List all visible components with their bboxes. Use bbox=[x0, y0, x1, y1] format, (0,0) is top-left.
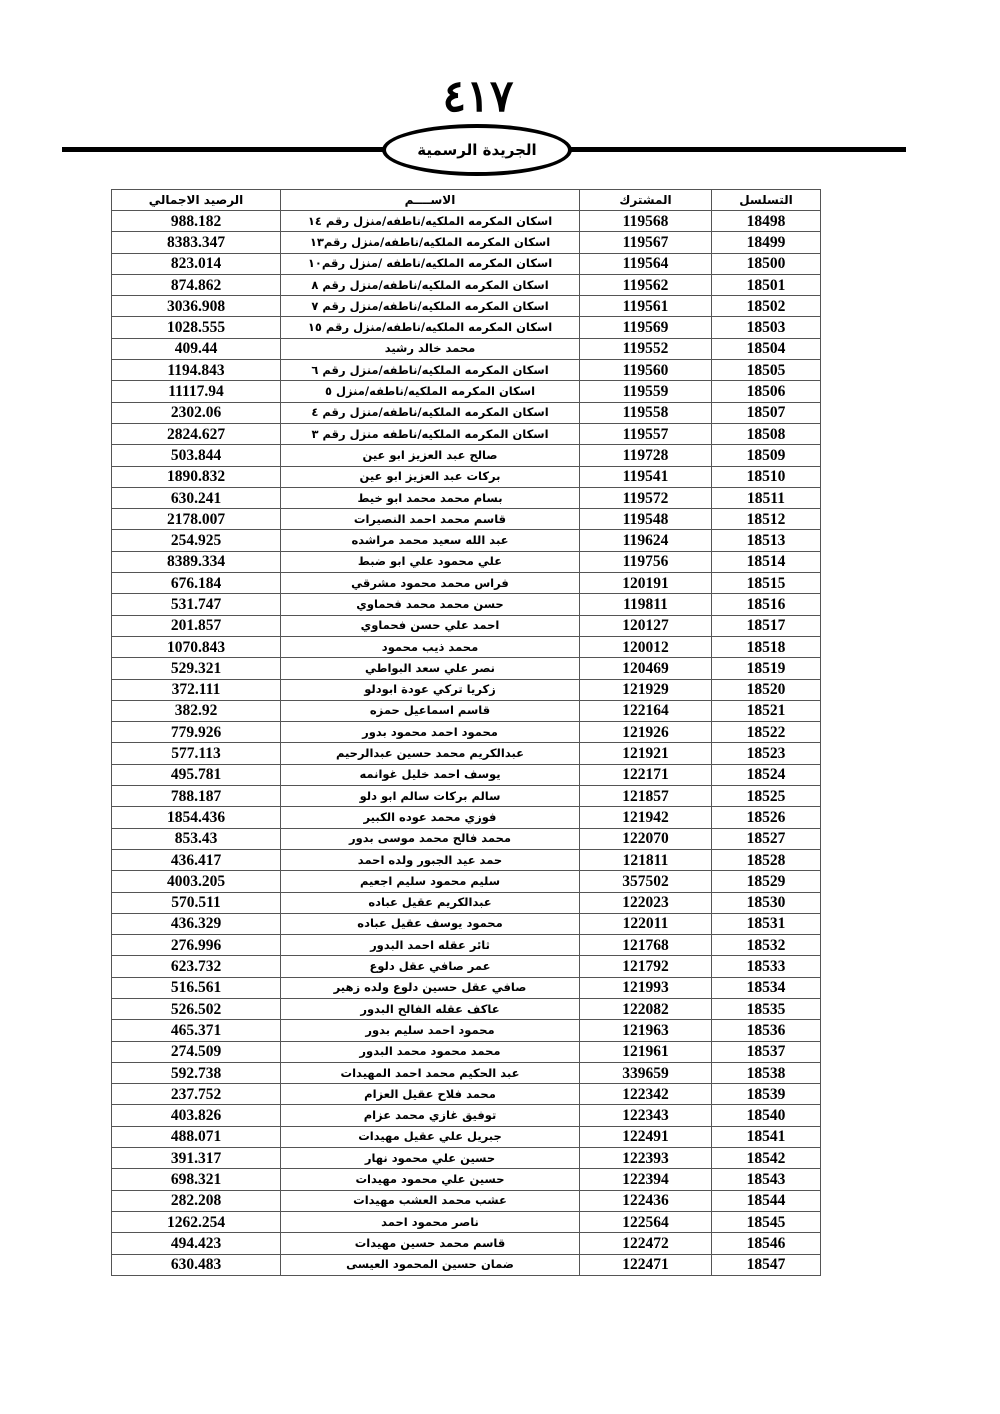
cell-serial: 18532 bbox=[712, 935, 821, 956]
cell-subscriber: 119567 bbox=[580, 232, 712, 253]
cell-balance: 570.511 bbox=[112, 892, 281, 913]
cell-balance: 254.925 bbox=[112, 530, 281, 551]
cell-subscriber: 122070 bbox=[580, 828, 712, 849]
cell-subscriber: 119564 bbox=[580, 253, 712, 274]
cell-balance: 526.502 bbox=[112, 998, 281, 1019]
cell-name: محمد فلاح عقيل العزام bbox=[281, 1084, 580, 1105]
cell-serial: 18503 bbox=[712, 317, 821, 338]
cell-subscriber: 121961 bbox=[580, 1041, 712, 1062]
table-row bbox=[112, 1126, 821, 1147]
cell-balance: 495.781 bbox=[112, 764, 281, 785]
table-row bbox=[112, 232, 821, 253]
cell-serial: 18521 bbox=[712, 700, 821, 721]
cell-serial: 18534 bbox=[712, 977, 821, 998]
cell-subscriber: 119572 bbox=[580, 487, 712, 508]
cell-balance: 11117.94 bbox=[112, 381, 281, 402]
table-row bbox=[112, 871, 821, 892]
cell-name: جبريل علي عقيل مهيدات bbox=[281, 1126, 580, 1147]
cell-balance: 1070.843 bbox=[112, 636, 281, 657]
cell-subscriber: 122023 bbox=[580, 892, 712, 913]
cell-serial: 18520 bbox=[712, 679, 821, 700]
cell-subscriber: 119559 bbox=[580, 381, 712, 402]
cell-name: احمد علي حسن فحماوي bbox=[281, 615, 580, 636]
page-number: ٤١٧ bbox=[442, 71, 514, 122]
table-row bbox=[112, 402, 821, 423]
cell-name: علي محمود علي ابو ضبط bbox=[281, 551, 580, 572]
cell-name: بسام محمد محمد ابو خيط bbox=[281, 487, 580, 508]
cell-serial: 18502 bbox=[712, 296, 821, 317]
cell-balance: 2824.627 bbox=[112, 423, 281, 444]
cell-subscriber: 122342 bbox=[580, 1084, 712, 1105]
table-row bbox=[112, 487, 821, 508]
cell-serial: 18547 bbox=[712, 1254, 821, 1275]
cell-subscriber: 122471 bbox=[580, 1254, 712, 1275]
cell-serial: 18509 bbox=[712, 445, 821, 466]
cell-name: سالم بركات سالم ابو دلو bbox=[281, 786, 580, 807]
table-row bbox=[112, 381, 821, 402]
table-row bbox=[112, 743, 821, 764]
cell-balance: 577.113 bbox=[112, 743, 281, 764]
cell-subscriber: 119557 bbox=[580, 423, 712, 444]
cell-subscriber: 119562 bbox=[580, 274, 712, 295]
cell-subscriber: 122082 bbox=[580, 998, 712, 1019]
cell-balance: 874.862 bbox=[112, 274, 281, 295]
column-header-subscriber: المشترك bbox=[580, 190, 712, 211]
cell-subscriber: 120191 bbox=[580, 573, 712, 594]
cell-subscriber: 121929 bbox=[580, 679, 712, 700]
cell-balance: 436.329 bbox=[112, 913, 281, 934]
table-row bbox=[112, 1169, 821, 1190]
cell-name: ضمان حسين المحمود العيسى bbox=[281, 1254, 580, 1275]
cell-serial: 18545 bbox=[712, 1211, 821, 1232]
cell-name: اسكان المكرمه الملكيه/ناطفه/منزل رقم ٦ bbox=[281, 360, 580, 381]
cell-name: محمد ذيب محمود bbox=[281, 636, 580, 657]
table-row bbox=[112, 423, 821, 444]
cell-subscriber: 119552 bbox=[580, 338, 712, 359]
table-row bbox=[112, 1041, 821, 1062]
cell-balance: 1890.832 bbox=[112, 466, 281, 487]
cell-balance: 516.561 bbox=[112, 977, 281, 998]
cell-name: بركات عبد العزيز ابو عين bbox=[281, 466, 580, 487]
cell-serial: 18528 bbox=[712, 849, 821, 870]
cell-serial: 18499 bbox=[712, 232, 821, 253]
table-row bbox=[112, 764, 821, 785]
cell-serial: 18544 bbox=[712, 1190, 821, 1211]
cell-serial: 18512 bbox=[712, 509, 821, 530]
table-row bbox=[112, 509, 821, 530]
table-row bbox=[112, 615, 821, 636]
cell-balance: 623.732 bbox=[112, 956, 281, 977]
column-header-name: الاســــم bbox=[281, 190, 580, 211]
cell-name: حسين علي محمود نهار bbox=[281, 1148, 580, 1169]
cell-name: سليم محمود سليم اجعيم bbox=[281, 871, 580, 892]
cell-balance: 274.509 bbox=[112, 1041, 281, 1062]
cell-subscriber: 121926 bbox=[580, 722, 712, 743]
table-row bbox=[112, 722, 821, 743]
cell-subscriber: 119756 bbox=[580, 551, 712, 572]
cell-name: محمد خالد رشيد bbox=[281, 338, 580, 359]
cell-name: حسن محمد محمد فحماوي bbox=[281, 594, 580, 615]
cell-name: عبد الحكيم محمد احمد المهيدات bbox=[281, 1062, 580, 1083]
cell-serial: 18538 bbox=[712, 1062, 821, 1083]
cell-subscriber: 122343 bbox=[580, 1105, 712, 1126]
cell-serial: 18518 bbox=[712, 636, 821, 657]
table-row bbox=[112, 530, 821, 551]
table-row bbox=[112, 1020, 821, 1041]
cell-name: محمود احمد سليم بدور bbox=[281, 1020, 580, 1041]
cell-subscriber: 119569 bbox=[580, 317, 712, 338]
cell-subscriber: 119811 bbox=[580, 594, 712, 615]
table-row bbox=[112, 892, 821, 913]
cell-subscriber: 119558 bbox=[580, 402, 712, 423]
cell-balance: 1194.843 bbox=[112, 360, 281, 381]
cell-serial: 18519 bbox=[712, 658, 821, 679]
table-row bbox=[112, 317, 821, 338]
table-row bbox=[112, 594, 821, 615]
cell-subscriber: 122011 bbox=[580, 913, 712, 934]
cell-name: فوزي محمد عوده الكبير bbox=[281, 807, 580, 828]
cell-serial: 18542 bbox=[712, 1148, 821, 1169]
cell-subscriber: 120469 bbox=[580, 658, 712, 679]
cell-name: محمد محمود محمد البدور bbox=[281, 1041, 580, 1062]
cell-name: محمود احمد محمود بدور bbox=[281, 722, 580, 743]
cell-serial: 18546 bbox=[712, 1233, 821, 1254]
cell-name: اسكان المكرمه الملكيه/ناطفه/منزل رقم١٣ bbox=[281, 232, 580, 253]
cell-balance: 1854.436 bbox=[112, 807, 281, 828]
table-row bbox=[112, 1190, 821, 1211]
cell-subscriber: 119548 bbox=[580, 509, 712, 530]
cell-subscriber: 120127 bbox=[580, 615, 712, 636]
cell-name: توفيق غازي محمد عزام bbox=[281, 1105, 580, 1126]
cell-balance: 3036.908 bbox=[112, 296, 281, 317]
cell-subscriber: 121921 bbox=[580, 743, 712, 764]
cell-serial: 18513 bbox=[712, 530, 821, 551]
cell-serial: 18531 bbox=[712, 913, 821, 934]
cell-name: قاسم اسماعيل حمزه bbox=[281, 700, 580, 721]
cell-serial: 18500 bbox=[712, 253, 821, 274]
cell-name: حسين علي محمود مهيدات bbox=[281, 1169, 580, 1190]
table-row bbox=[112, 913, 821, 934]
cell-subscriber: 121942 bbox=[580, 807, 712, 828]
cell-balance: 201.857 bbox=[112, 615, 281, 636]
cell-name: اسكان المكرمه الملكيه/ناطفه/منزل رقم ١٤ bbox=[281, 211, 580, 232]
cell-balance: 630.241 bbox=[112, 487, 281, 508]
table-row bbox=[112, 573, 821, 594]
cell-balance: 2302.06 bbox=[112, 402, 281, 423]
cell-serial: 18504 bbox=[712, 338, 821, 359]
table-row bbox=[112, 1062, 821, 1083]
cell-balance: 823.014 bbox=[112, 253, 281, 274]
cell-serial: 18515 bbox=[712, 573, 821, 594]
cell-serial: 18536 bbox=[712, 1020, 821, 1041]
column-header-balance: الرصيد الاجمالي bbox=[112, 190, 281, 211]
cell-name: عمر صافي عقل دلوع bbox=[281, 956, 580, 977]
cell-serial: 18516 bbox=[712, 594, 821, 615]
cell-name: قاسم محمد احمد النصيرات bbox=[281, 509, 580, 530]
cell-name: اسكان المكرمه الملكيه/ناطفه/منزل ٥ bbox=[281, 381, 580, 402]
cell-serial: 18508 bbox=[712, 423, 821, 444]
table-row bbox=[112, 1211, 821, 1232]
cell-serial: 18527 bbox=[712, 828, 821, 849]
cell-serial: 18530 bbox=[712, 892, 821, 913]
table-header-row bbox=[112, 190, 821, 211]
cell-subscriber: 121963 bbox=[580, 1020, 712, 1041]
cell-balance: 237.752 bbox=[112, 1084, 281, 1105]
cell-serial: 18505 bbox=[712, 360, 821, 381]
cell-subscriber: 122472 bbox=[580, 1233, 712, 1254]
table-row bbox=[112, 849, 821, 870]
cell-subscriber: 121792 bbox=[580, 956, 712, 977]
cell-name: اسكان المكرمه الملكيه/ناطفه/منزل رقم ٧ bbox=[281, 296, 580, 317]
column-header-serial: التسلسل bbox=[712, 190, 821, 211]
cell-name: محمد فالح محمد موسى بدور bbox=[281, 828, 580, 849]
cell-name: عاكف عقله الفالح البدور bbox=[281, 998, 580, 1019]
cell-serial: 18517 bbox=[712, 615, 821, 636]
cell-subscriber: 122164 bbox=[580, 700, 712, 721]
cell-serial: 18507 bbox=[712, 402, 821, 423]
table-row bbox=[112, 935, 821, 956]
table-row bbox=[112, 700, 821, 721]
table-row bbox=[112, 551, 821, 572]
cell-subscriber: 119560 bbox=[580, 360, 712, 381]
cell-balance: 1028.555 bbox=[112, 317, 281, 338]
cell-serial: 18511 bbox=[712, 487, 821, 508]
cell-subscriber: 122436 bbox=[580, 1190, 712, 1211]
table-row bbox=[112, 338, 821, 359]
cell-balance: 531.747 bbox=[112, 594, 281, 615]
cell-name: صافي عقل حسين دلوع ولده زهير bbox=[281, 977, 580, 998]
cell-name: اسكان المكرمه الملكيه/ناطفه/منزل رقم ١٥ bbox=[281, 317, 580, 338]
cell-subscriber: 119624 bbox=[580, 530, 712, 551]
cell-balance: 988.182 bbox=[112, 211, 281, 232]
cell-serial: 18541 bbox=[712, 1126, 821, 1147]
subscribers-table bbox=[111, 189, 821, 1276]
cell-subscriber: 122171 bbox=[580, 764, 712, 785]
cell-subscriber: 122564 bbox=[580, 1211, 712, 1232]
cell-name: ناصر محمود احمد bbox=[281, 1211, 580, 1232]
cell-name: عبدالكريم محمد حسين عبدالرحيم bbox=[281, 743, 580, 764]
cell-subscriber: 119568 bbox=[580, 211, 712, 232]
cell-serial: 18525 bbox=[712, 786, 821, 807]
cell-serial: 18523 bbox=[712, 743, 821, 764]
table-row bbox=[112, 445, 821, 466]
cell-balance: 1262.254 bbox=[112, 1211, 281, 1232]
cell-name: عبد الله سعيد محمد مراشده bbox=[281, 530, 580, 551]
cell-balance: 853.43 bbox=[112, 828, 281, 849]
cell-serial: 18535 bbox=[712, 998, 821, 1019]
publication-title-oval bbox=[382, 124, 572, 176]
table-row bbox=[112, 807, 821, 828]
cell-name: حمد عيد الجبور ولده احمد bbox=[281, 849, 580, 870]
cell-balance: 436.417 bbox=[112, 849, 281, 870]
table-row bbox=[112, 636, 821, 657]
cell-serial: 18506 bbox=[712, 381, 821, 402]
cell-subscriber: 119541 bbox=[580, 466, 712, 487]
cell-name: محمود يوسف عقيل عباده bbox=[281, 913, 580, 934]
table-row bbox=[112, 1105, 821, 1126]
publication-title: الجريدة الرسمية bbox=[417, 141, 537, 159]
cell-balance: 282.208 bbox=[112, 1190, 281, 1211]
cell-subscriber: 121993 bbox=[580, 977, 712, 998]
cell-name: اسكان المكرمه الملكيه/ناطفه/منزل رقم ٨ bbox=[281, 274, 580, 295]
cell-serial: 18543 bbox=[712, 1169, 821, 1190]
cell-subscriber: 120012 bbox=[580, 636, 712, 657]
cell-balance: 8383.347 bbox=[112, 232, 281, 253]
cell-balance: 2178.007 bbox=[112, 509, 281, 530]
cell-name: فراس محمد محمود مشرقي bbox=[281, 573, 580, 594]
cell-subscriber: 121768 bbox=[580, 935, 712, 956]
cell-balance: 276.996 bbox=[112, 935, 281, 956]
table-row bbox=[112, 1254, 821, 1275]
cell-balance: 788.187 bbox=[112, 786, 281, 807]
cell-serial: 18539 bbox=[712, 1084, 821, 1105]
cell-balance: 698.321 bbox=[112, 1169, 281, 1190]
table-row bbox=[112, 211, 821, 232]
cell-balance: 372.111 bbox=[112, 679, 281, 700]
cell-balance: 503.844 bbox=[112, 445, 281, 466]
cell-name: نصر علي سعد البواطي bbox=[281, 658, 580, 679]
cell-serial: 18526 bbox=[712, 807, 821, 828]
table-row bbox=[112, 786, 821, 807]
cell-serial: 18537 bbox=[712, 1041, 821, 1062]
cell-serial: 18501 bbox=[712, 274, 821, 295]
cell-balance: 4003.205 bbox=[112, 871, 281, 892]
cell-name: يوسف احمد خليل غوانمه bbox=[281, 764, 580, 785]
cell-name: زكريا تركي عودة ابودلو bbox=[281, 679, 580, 700]
cell-subscriber: 122491 bbox=[580, 1126, 712, 1147]
cell-serial: 18522 bbox=[712, 722, 821, 743]
cell-name: عشب محمد العشب مهيدات bbox=[281, 1190, 580, 1211]
cell-subscriber: 119728 bbox=[580, 445, 712, 466]
table-row bbox=[112, 296, 821, 317]
cell-balance: 630.483 bbox=[112, 1254, 281, 1275]
cell-name: اسكان المكرمه الملكيه/ناطفه/منزل رقم ٤ bbox=[281, 402, 580, 423]
table-row bbox=[112, 360, 821, 381]
cell-subscriber: 121811 bbox=[580, 849, 712, 870]
cell-name: قاسم محمد حسين مهيدات bbox=[281, 1233, 580, 1254]
cell-name: عبدالكريم عقيل عباده bbox=[281, 892, 580, 913]
table-row bbox=[112, 956, 821, 977]
cell-balance: 676.184 bbox=[112, 573, 281, 594]
cell-balance: 391.317 bbox=[112, 1148, 281, 1169]
table-row bbox=[112, 1148, 821, 1169]
cell-serial: 18510 bbox=[712, 466, 821, 487]
table-row bbox=[112, 1084, 821, 1105]
cell-name: اسكان المكرمه الملكيه/ناطفه منزل رقم ٣ bbox=[281, 423, 580, 444]
table-row bbox=[112, 679, 821, 700]
cell-serial: 18498 bbox=[712, 211, 821, 232]
cell-balance: 592.738 bbox=[112, 1062, 281, 1083]
cell-subscriber: 357502 bbox=[580, 871, 712, 892]
cell-serial: 18540 bbox=[712, 1105, 821, 1126]
cell-subscriber: 122393 bbox=[580, 1148, 712, 1169]
cell-subscriber: 122394 bbox=[580, 1169, 712, 1190]
table-row bbox=[112, 977, 821, 998]
table-row bbox=[112, 658, 821, 679]
cell-serial: 18533 bbox=[712, 956, 821, 977]
cell-balance: 779.926 bbox=[112, 722, 281, 743]
cell-balance: 403.826 bbox=[112, 1105, 281, 1126]
cell-balance: 465.371 bbox=[112, 1020, 281, 1041]
cell-balance: 409.44 bbox=[112, 338, 281, 359]
cell-subscriber: 119561 bbox=[580, 296, 712, 317]
table-row bbox=[112, 466, 821, 487]
cell-name: ثائر عقله احمد البدور bbox=[281, 935, 580, 956]
cell-subscriber: 339659 bbox=[580, 1062, 712, 1083]
cell-serial: 18529 bbox=[712, 871, 821, 892]
cell-serial: 18514 bbox=[712, 551, 821, 572]
table-row bbox=[112, 253, 821, 274]
table-row bbox=[112, 274, 821, 295]
cell-balance: 8389.334 bbox=[112, 551, 281, 572]
cell-subscriber: 121857 bbox=[580, 786, 712, 807]
cell-balance: 529.321 bbox=[112, 658, 281, 679]
cell-name: صالح عبد العزيز ابو عين bbox=[281, 445, 580, 466]
cell-name: اسكان المكرمه الملكيه/ناطفه /منزل رقم١٠ bbox=[281, 253, 580, 274]
cell-balance: 488.071 bbox=[112, 1126, 281, 1147]
table-row bbox=[112, 1233, 821, 1254]
cell-serial: 18524 bbox=[712, 764, 821, 785]
cell-balance: 494.423 bbox=[112, 1233, 281, 1254]
table-row bbox=[112, 998, 821, 1019]
table-row bbox=[112, 828, 821, 849]
cell-balance: 382.92 bbox=[112, 700, 281, 721]
